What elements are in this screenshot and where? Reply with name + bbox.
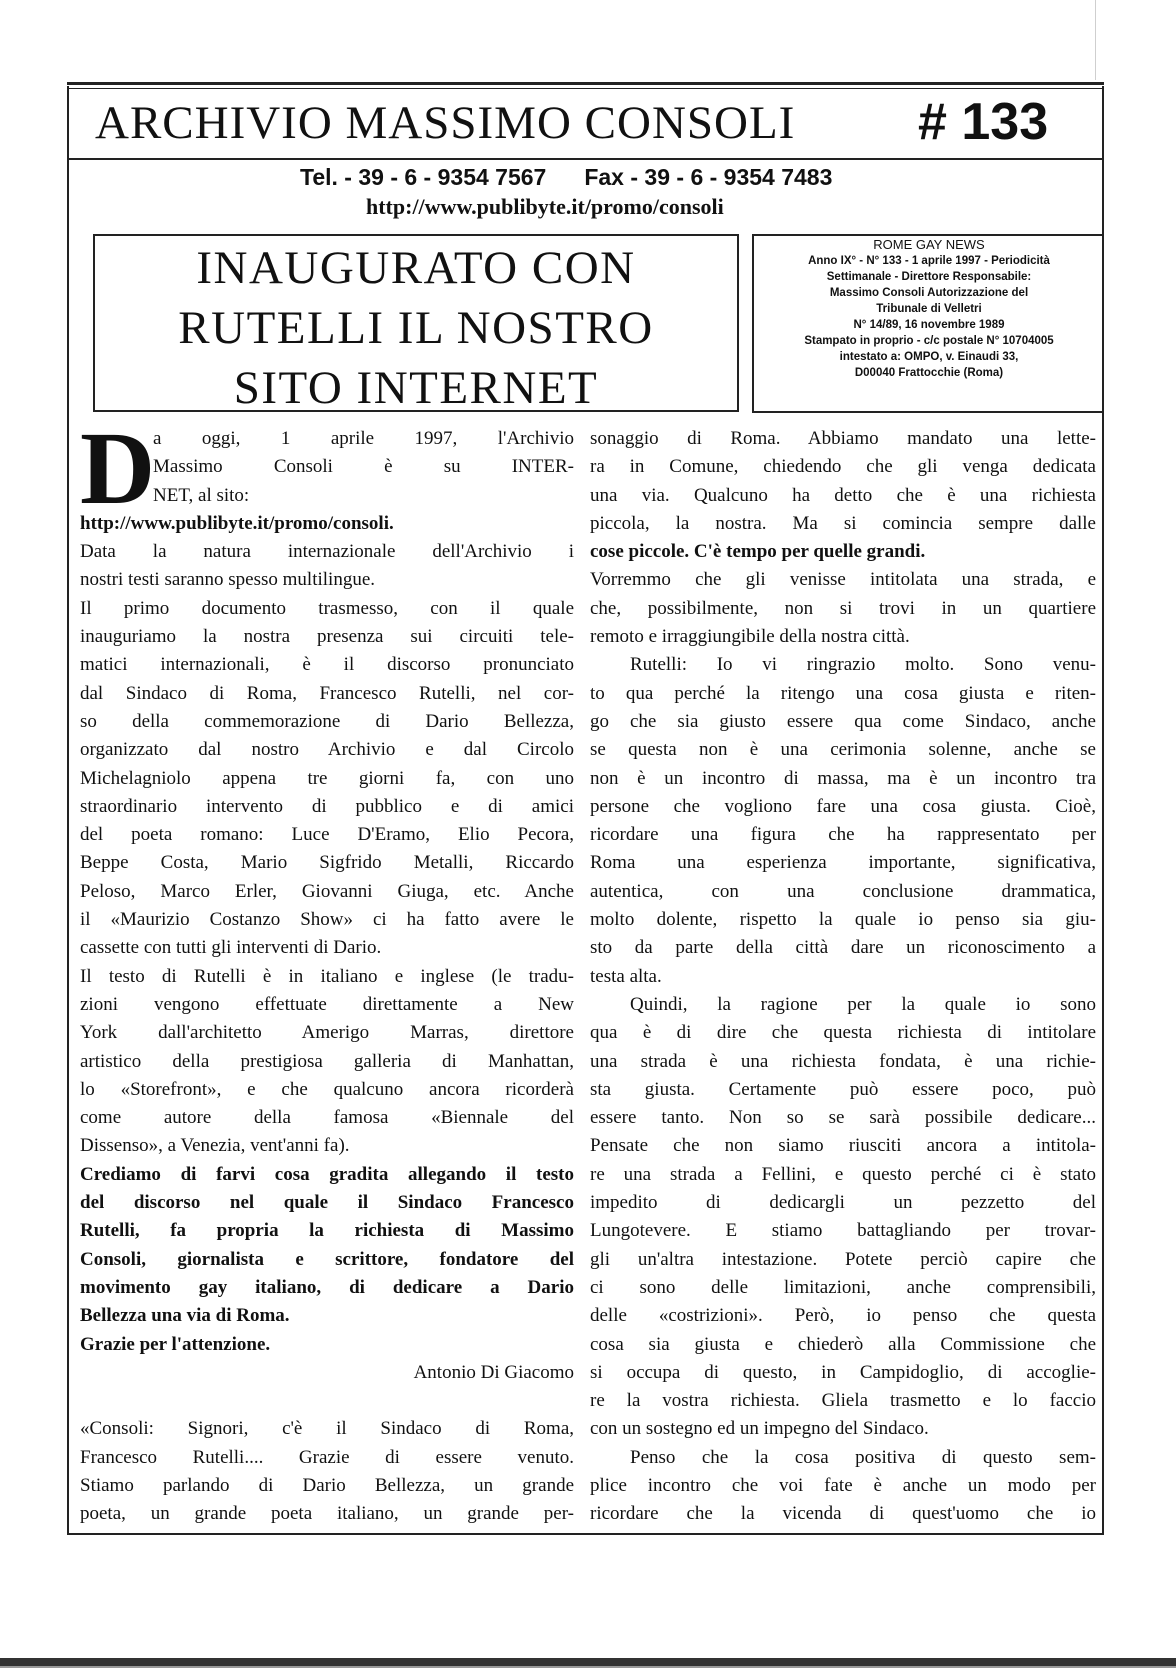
- text-line: «Consoli: Signori, c'è il Sindaco di Roma,: [80, 1418, 574, 1440]
- text-line: Bellezza una via di Roma.: [80, 1305, 290, 1327]
- text-line: Grazie per l'attenzione.: [80, 1333, 271, 1355]
- text-line: so della commemorazione di Dario Bellezza,: [80, 710, 574, 732]
- text-line: Beppe Costa, Mario Sigfrido Metalli, Riccardo: [80, 852, 574, 874]
- text-line: remoto e irraggiungibile della nostra città.: [590, 626, 910, 648]
- text-line: Vorremmo che gli venisse intitolata una strada, e: [590, 569, 1096, 591]
- text-line: del discorso nel quale il Sindaco Francesco: [80, 1192, 574, 1214]
- telephone: Tel. - 39 - 6 - 9354 7567: [300, 164, 547, 190]
- text-line: Rutelli, fa propria la richiesta di Massimo: [80, 1220, 574, 1242]
- text-line: Il primo documento trasmesso, con il quale: [80, 597, 574, 619]
- text-line: cosa sia giusta e chiederò alla Commissione che: [590, 1333, 1096, 1355]
- colophon-title: ROME GAY NEWS: [873, 237, 985, 252]
- text-line: York dall'architetto Amerigo Marras, direttore: [80, 1022, 574, 1044]
- text-line: cassette con tutti gli interventi di Dario.: [80, 937, 382, 959]
- text-line: nostri testi saranno spesso multilingue.: [80, 569, 376, 591]
- text-line: poeta, un grande poeta italiano, un grande per-: [80, 1503, 574, 1525]
- text-line: a oggi, 1 aprile 1997, l'Archivio: [153, 428, 574, 449]
- right-column: [590, 425, 1096, 1529]
- colophon-line: Tribunale di Velletri: [876, 303, 982, 315]
- text-line: Il testo di Rutelli è in italiano e inglese (le tradu-: [80, 965, 574, 987]
- text-line: Antonio Di Giacomo: [413, 1361, 574, 1383]
- text-line: non è un incontro di massa, ma è un incontro tra: [590, 767, 1096, 789]
- text-line: re una strada a Fellini, e questo perché ci è stato: [590, 1163, 1096, 1185]
- scan-edge-bar: [0, 1658, 1176, 1666]
- text-line: ricordare una figura che ha rappresentato per: [590, 824, 1096, 846]
- fax: Fax - 39 - 6 - 9354 7483: [584, 164, 833, 190]
- colophon-line: intestato a: OMPO, v. Einaudi 33,: [839, 351, 1019, 363]
- text-line: il «Maurizio Costanzo Show» ci ha fatto avere le: [80, 909, 574, 931]
- left-column: [80, 411, 574, 1529]
- text-line: Massimo Consoli è su INTER-: [153, 456, 574, 478]
- headline-line: SITO INTERNET: [233, 362, 599, 414]
- text-line: matici internazionali, è il discorso pronunciato: [80, 654, 574, 676]
- text-line: impedito di dedicargli un pezzetto del: [590, 1192, 1096, 1214]
- text-line: molto dolente, rispetto la quale io penso sia giu-: [590, 909, 1096, 931]
- text-line: autentica, con una conclusione drammatica,: [590, 880, 1096, 902]
- colophon-line: Anno IX° - N° 133 - 1 aprile 1997 - Periodicità: [808, 255, 1050, 267]
- text-line: una via. Qualcuno ha detto che è una richiesta: [590, 484, 1096, 506]
- text-line: piccola, la nostra. Ma si comincia sempre dalle: [590, 512, 1096, 534]
- text-line: cose piccole. C'è tempo per quelle grandi.: [590, 541, 926, 563]
- text-line: se questa non è una cerimonia solenne, anche se: [590, 739, 1096, 761]
- text-line: una strada è una richiesta fondata, è una richie-: [590, 1050, 1096, 1072]
- text-line: go che sia giusto essere qua come Sindaco, anche: [590, 710, 1096, 732]
- issue-number: # 133: [918, 93, 1049, 151]
- masthead-rule-top: [67, 82, 1104, 85]
- text-line: Penso che la cosa positiva di questo sem-: [630, 1446, 1096, 1468]
- text-line: gli un'altra intestazione. Potete perciò capire che: [590, 1248, 1096, 1270]
- text-line: Michelagniolo appena tre giorni fa, con uno: [80, 767, 574, 789]
- text-line: essere tanto. Non so se sarà possibile dedicare...: [590, 1107, 1096, 1129]
- text-line: artistico della prestigiosa galleria di Manhattan,: [80, 1050, 574, 1072]
- text-line: testa alta.: [590, 965, 662, 987]
- masthead-title: ARCHIVIO MASSIMO CONSOLI: [95, 97, 796, 149]
- scan-edge-bar-thin: [0, 1666, 1176, 1668]
- text-line: ci sono delle limitazioni, anche comprensibili,: [590, 1276, 1096, 1298]
- text-line: Quindi, la ragione per la quale io sono: [630, 993, 1096, 1015]
- text-line: plice incontro che voi fate è anche un modo per: [590, 1474, 1096, 1496]
- text-line: to qua perché la ritengo una cosa giusta e riten-: [590, 682, 1096, 704]
- text-line: [80, 1387, 574, 1415]
- colophon-line: Massimo Consoli Autorizzazione del: [829, 287, 1029, 299]
- text-line: inauguriamo la nostra presenza sui circuiti tele-: [80, 626, 574, 648]
- text-line: Roma una esperienza importante, significativa,: [590, 852, 1096, 874]
- text-line: straordinario intervento di pubblico e di amici: [80, 795, 574, 817]
- text-line: del poeta romano: Luce D'Eramo, Elio Pecora,: [80, 824, 574, 846]
- text-line: ricordare che la vicenda di quest'uomo che io: [590, 1503, 1096, 1525]
- text-line: re la vostra richiesta. Gliela trasmetto e lo faccio: [590, 1390, 1096, 1412]
- text-line: Consoli, giornalista e scrittore, fondatore del: [80, 1248, 574, 1270]
- text-line: lo «Storefront», e che qualcuno ancora ricorderà: [80, 1078, 574, 1100]
- colophon-line: D00040 Frattocchie (Roma): [854, 367, 1004, 379]
- text-line: Rutelli: Io vi ringrazio molto. Sono venu-: [630, 654, 1096, 676]
- text-line: con un sostegno ed un impegno del Sindaco.: [590, 1418, 929, 1440]
- text-line: Lungotevere. E stiamo battagliando per trovar-: [590, 1220, 1096, 1242]
- text-line: sto da parte della città dare un riconoscimento a: [590, 937, 1096, 959]
- headline-line: RUTELLI IL NOSTRO: [178, 302, 654, 354]
- headline-box: [93, 234, 739, 412]
- text-line: Francesco Rutelli.... Grazie di essere venuto.: [80, 1446, 574, 1468]
- contact-line: [300, 164, 900, 191]
- colophon-line: Stampato in proprio - c/c postale N° 10704005: [804, 335, 1054, 347]
- text-line: sonaggio di Roma. Abbiamo mandato una lette-: [590, 428, 1096, 449]
- text-line: che, possibilmente, non si trovi in un quartiere: [590, 597, 1096, 619]
- text-line: dal Sindaco di Roma, Francesco Rutelli, nel cor-: [80, 682, 574, 704]
- text-line: si occupa di questo, in Campidoglio, di accoglie-: [590, 1361, 1096, 1383]
- text-line: Dissenso», a Venezia, vent'anni fa).: [80, 1135, 350, 1157]
- text-line: movimento gay italiano, di dedicare a Dario: [80, 1276, 574, 1298]
- colophon-line: Settimanale - Direttore Responsabile:: [826, 271, 1032, 283]
- text-line: come autore della famosa «Biennale del: [80, 1107, 574, 1129]
- scan-hairline: [1095, 0, 1096, 80]
- masthead-rule-bottom: [67, 158, 1104, 160]
- text-line: Data la natura internazionale dell'Archivio i: [80, 541, 574, 563]
- headline-line: INAUGURATO CON: [196, 242, 636, 294]
- text-line: http://www.publibyte.it/promo/consoli.: [80, 512, 394, 534]
- text-line: qua è di dire che questa richiesta di intitolare: [590, 1022, 1096, 1044]
- drop-cap: D: [80, 411, 156, 526]
- text-line: sta giusta. Certamente può essere poco, può: [590, 1078, 1096, 1100]
- text-line: persone che vogliono fare una cosa giusta. Cioè,: [590, 795, 1096, 817]
- text-line: Crediamo di farvi cosa gradita allegando il testo: [80, 1163, 574, 1185]
- colophon-line: N° 14/89, 16 novembre 1989: [853, 319, 1005, 331]
- text-line: Peloso, Marco Erler, Giovanni Giuga, etc. Anche: [80, 880, 574, 902]
- text-line: zioni vengono effettuate direttamente a New: [80, 993, 574, 1015]
- text-line: ra in Comune, chiedendo che gli venga dedicata: [590, 456, 1096, 478]
- text-line: NET, al sito:: [153, 484, 250, 506]
- text-line: Pensate che non siamo riusciti ancora a intitola-: [590, 1135, 1096, 1157]
- text-line: Stiamo parlando di Dario Bellezza, un grande: [80, 1474, 574, 1496]
- website-url[interactable]: http://www.publibyte.it/promo/consoli: [366, 194, 724, 219]
- colophon-box: [752, 234, 1104, 413]
- text-line: organizzato dal nostro Archivio e dal Circolo: [80, 739, 574, 761]
- text-line: delle «costrizioni». Però, io penso che questa: [590, 1305, 1096, 1327]
